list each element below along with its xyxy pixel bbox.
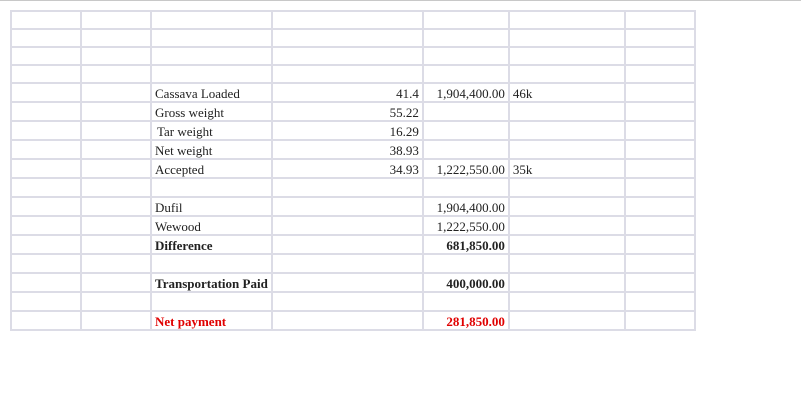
cell[interactable] [272,254,423,273]
cell[interactable] [81,140,151,159]
cell[interactable] [272,47,423,65]
cell[interactable] [423,178,509,197]
cell[interactable]: 681,850.00 [423,235,509,254]
cell[interactable] [625,159,695,178]
cell[interactable] [625,83,695,102]
cell[interactable] [625,65,695,83]
cell[interactable] [11,11,81,29]
cell[interactable] [509,121,625,140]
cell[interactable]: 1,222,550.00 [423,159,509,178]
cell[interactable] [151,47,272,65]
cell[interactable]: Gross weight [151,102,272,121]
cell[interactable] [11,47,81,65]
cell[interactable]: 281,850.00 [423,311,509,330]
cell[interactable]: 1,222,550.00 [423,216,509,235]
cell[interactable] [272,11,423,29]
cell[interactable] [151,29,272,47]
table-row [11,29,695,47]
cell[interactable] [625,216,695,235]
table-row [11,197,695,216]
cell[interactable] [509,178,625,197]
spreadsheet [10,10,696,331]
cell[interactable] [11,254,81,273]
cell[interactable] [81,235,151,254]
cell[interactable] [11,178,81,197]
cell[interactable] [81,121,151,140]
cell[interactable] [81,292,151,311]
table-row [11,235,695,254]
cell[interactable] [272,178,423,197]
cell[interactable] [509,65,625,83]
cell[interactable] [272,216,423,235]
cell[interactable]: Cassava Loaded [151,83,272,102]
cell[interactable] [11,197,81,216]
cell[interactable]: 41.4 [272,83,423,102]
table-row [11,83,695,102]
cell[interactable] [509,29,625,47]
cell[interactable] [625,235,695,254]
cell[interactable] [151,254,272,273]
cell[interactable] [423,47,509,65]
cell[interactable]: Tar weight [151,121,272,140]
cell[interactable] [509,254,625,273]
cell[interactable] [11,121,81,140]
cell[interactable] [81,47,151,65]
table-row [11,311,695,330]
cell[interactable]: Wewood [151,216,272,235]
cell[interactable] [509,216,625,235]
cell[interactable] [11,83,81,102]
cell[interactable] [151,11,272,29]
cell[interactable] [81,197,151,216]
table-row [11,178,695,197]
cell[interactable]: 35k [509,159,625,178]
cell[interactable] [509,197,625,216]
table-row [11,65,695,83]
cell[interactable] [272,235,423,254]
window-top-border [0,0,801,1]
cell[interactable] [11,140,81,159]
cell[interactable] [625,292,695,311]
cell[interactable] [625,254,695,273]
cell[interactable] [81,102,151,121]
cell[interactable] [11,292,81,311]
cell[interactable] [11,311,81,330]
cell[interactable] [11,216,81,235]
table-row [11,159,695,178]
cell[interactable]: 400,000.00 [423,273,509,292]
cell[interactable]: Accepted [151,159,272,178]
cell[interactable] [625,102,695,121]
cell[interactable]: Net payment [151,311,272,330]
cell[interactable] [423,102,509,121]
cell[interactable]: 34.93 [272,159,423,178]
table-row [11,273,695,292]
cell[interactable] [11,29,81,47]
cell[interactable]: 1,904,400.00 [423,83,509,102]
cell[interactable] [625,11,695,29]
cell[interactable] [151,178,272,197]
cell[interactable] [272,65,423,83]
cell[interactable] [272,311,423,330]
cell[interactable] [151,292,272,311]
cell[interactable] [509,273,625,292]
cell[interactable] [423,11,509,29]
cell[interactable]: Dufil [151,197,272,216]
cell[interactable]: Transportation Paid [151,273,272,292]
cell[interactable]: 46k [509,83,625,102]
cell[interactable] [423,29,509,47]
cell[interactable] [81,273,151,292]
cell[interactable]: 16.29 [272,121,423,140]
cell[interactable] [81,216,151,235]
table-row [11,11,695,29]
cell[interactable] [625,178,695,197]
cell[interactable] [272,273,423,292]
cell[interactable]: 1,904,400.00 [423,197,509,216]
cell[interactable] [423,65,509,83]
cell[interactable]: 55.22 [272,102,423,121]
cell[interactable]: Difference [151,235,272,254]
cell[interactable] [509,47,625,65]
cell[interactable]: Net weight [151,140,272,159]
cell[interactable] [11,159,81,178]
table-row [11,102,695,121]
cell[interactable] [81,254,151,273]
cell[interactable] [509,11,625,29]
cell[interactable] [11,273,81,292]
table-row [11,121,695,140]
cell[interactable] [272,29,423,47]
cell[interactable] [625,311,695,330]
cell[interactable] [509,235,625,254]
cell[interactable] [423,121,509,140]
cell[interactable] [81,29,151,47]
spreadsheet-grid [10,10,696,331]
cell[interactable] [509,140,625,159]
cell[interactable] [81,311,151,330]
table-row [11,216,695,235]
cell[interactable] [81,178,151,197]
cell[interactable] [423,292,509,311]
cell[interactable] [81,65,151,83]
cell[interactable] [509,311,625,330]
cell[interactable] [81,11,151,29]
cell[interactable] [272,292,423,311]
cell[interactable] [625,121,695,140]
cell[interactable] [625,140,695,159]
cell[interactable] [625,197,695,216]
table-row [11,140,695,159]
table-row [11,292,695,311]
cell[interactable]: 38.93 [272,140,423,159]
cell[interactable] [151,65,272,83]
cell[interactable] [81,159,151,178]
table-row [11,254,695,273]
cell[interactable] [509,102,625,121]
cell[interactable] [272,197,423,216]
cell[interactable] [423,140,509,159]
cell[interactable] [625,47,695,65]
cell[interactable] [11,235,81,254]
cell[interactable] [11,102,81,121]
cell[interactable] [509,292,625,311]
cell[interactable] [81,83,151,102]
cell[interactable] [625,273,695,292]
table-row [11,47,695,65]
cell[interactable] [423,254,509,273]
cell[interactable] [11,65,81,83]
cell[interactable] [625,29,695,47]
